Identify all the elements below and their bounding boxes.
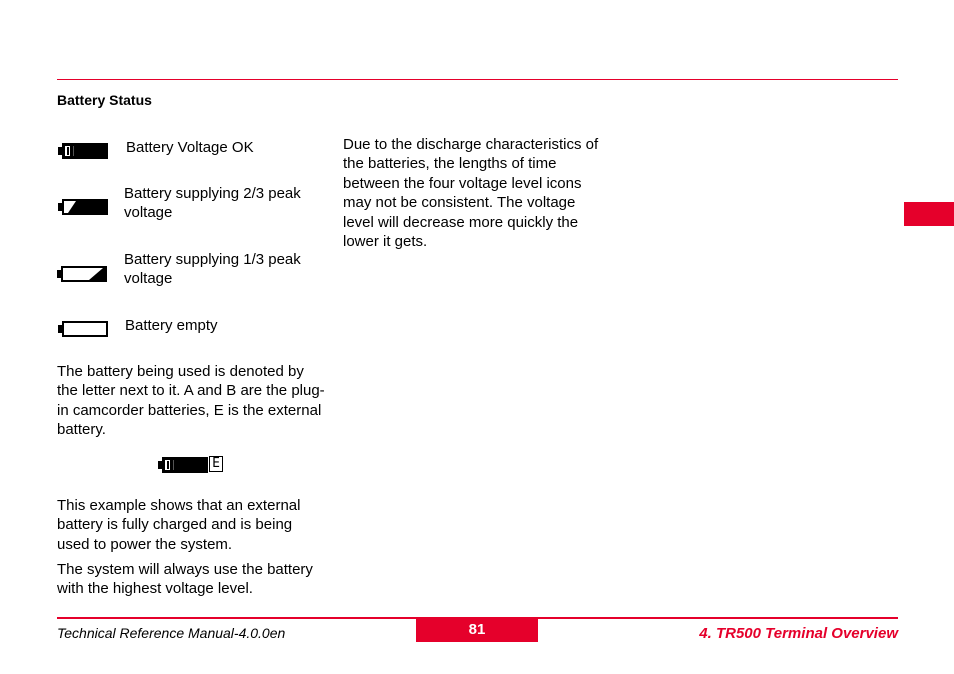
battery-label-empty: Battery empty	[125, 317, 218, 334]
battery-two-thirds-icon	[58, 198, 110, 216]
chapter-tab	[904, 202, 954, 226]
footer-manual-title: Technical Reference Manual-4.0.0en	[57, 625, 286, 641]
battery-denoted-paragraph: The battery being used is denoted by the letter next to it. A and B are the plug-in camcorder batteries, E is the external battery.	[57, 363, 325, 439]
example-paragraph: This example shows that an external battery is fully charged and is being used to power the system.	[57, 497, 301, 553]
system-paragraph: The system will always use the battery with the highest voltage level.	[57, 561, 313, 598]
battery-one-third-icon	[57, 265, 109, 283]
header-rule	[57, 79, 898, 80]
battery-external-icon	[158, 456, 208, 474]
discharge-paragraph: Due to the discharge characteristics of the batteries, the lengths of time between the four voltage level icons may not be consistent. The voltage level will decrease more quickly the lower it gets.	[343, 136, 599, 251]
battery-letter: E	[212, 456, 220, 471]
battery-letter-box	[209, 456, 223, 472]
section-heading: Battery Status	[57, 92, 152, 108]
battery-label-two-thirds: Battery supplying 2/3 peak voltage	[124, 185, 301, 222]
footer-chapter-title: 4. TR500 Terminal Overview	[699, 625, 898, 642]
page-number	[416, 619, 538, 642]
battery-empty-icon	[58, 320, 110, 338]
battery-label-full: Battery Voltage OK	[126, 139, 254, 156]
page-number-text: 81	[468, 621, 486, 638]
battery-label-one-third: Battery supplying 1/3 peak voltage	[124, 251, 301, 288]
battery-full-icon	[58, 142, 110, 160]
